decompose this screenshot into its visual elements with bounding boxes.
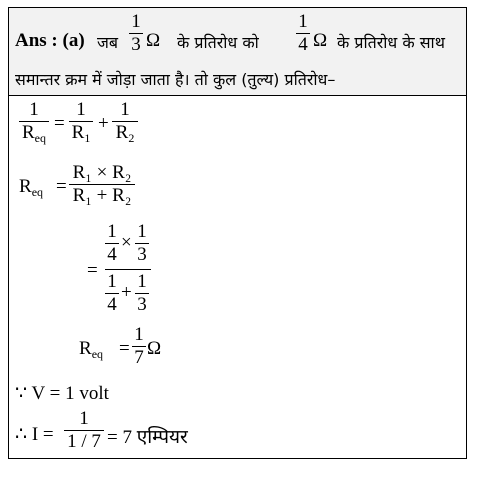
text-jab: जब [97, 33, 119, 52]
text-ke-pratirodh-ke-sath: के प्रतिरोध के साथ [337, 33, 445, 52]
eq6-fraction: 1 1 / 7 [64, 409, 104, 452]
main-fraction-bar [105, 269, 151, 270]
eq1-lhs: 1 $R_{eq}$ [19, 100, 49, 148]
equals-sign: = [87, 260, 98, 281]
eq2-fraction: R₁ × R₂ R₁ + R₂ [69, 163, 135, 206]
eq3-den-b: 1 3 [135, 272, 149, 315]
times-sign: × [121, 232, 132, 253]
equals-sign: = [54, 113, 65, 134]
plus-sign: + [121, 282, 132, 303]
ohm-symbol: Ω [147, 338, 162, 359]
answer-box [8, 7, 467, 459]
eq3-compound-fraction [105, 222, 155, 317]
eq4-fraction: 1 7 [132, 325, 146, 368]
eq4-lhs: $R_{eq}$ [79, 338, 104, 361]
eq1-term2: 1 $R_2$ [112, 100, 138, 148]
eq2-lhs: $R_{eq}$ [19, 176, 44, 199]
plus-sign: + [98, 113, 109, 134]
answer-statement [9, 8, 466, 96]
eq6-prefix: ∴ I = [15, 424, 54, 445]
equals-sign: = [56, 176, 67, 197]
answer-line2: समान्तर क्रम में जोड़ा जाता है। तो कुल (तुल्य) प्रतिरोध– [15, 70, 336, 89]
eq3-num-a: 1 4 [105, 222, 119, 265]
fraction-r2: 1 4 [296, 12, 310, 55]
text-ke-pratirodh-ko: के प्रतिरोध को [177, 33, 259, 52]
ohm-symbol: Ω [146, 30, 161, 51]
answer-label: Ans : (a) [15, 30, 85, 51]
eq3-den-a: 1 4 [105, 272, 119, 315]
eq1-term1: 1 $R_1$ [69, 100, 93, 148]
eq6-result: = 7 एम्पियर [107, 427, 188, 448]
eq3-num-b: 1 3 [135, 222, 149, 265]
fraction-r1: 1 3 [129, 12, 143, 55]
equals-sign: = [119, 338, 130, 359]
given-voltage: ∵ V = 1 volt [15, 383, 109, 404]
ohm-symbol: Ω [313, 30, 328, 51]
